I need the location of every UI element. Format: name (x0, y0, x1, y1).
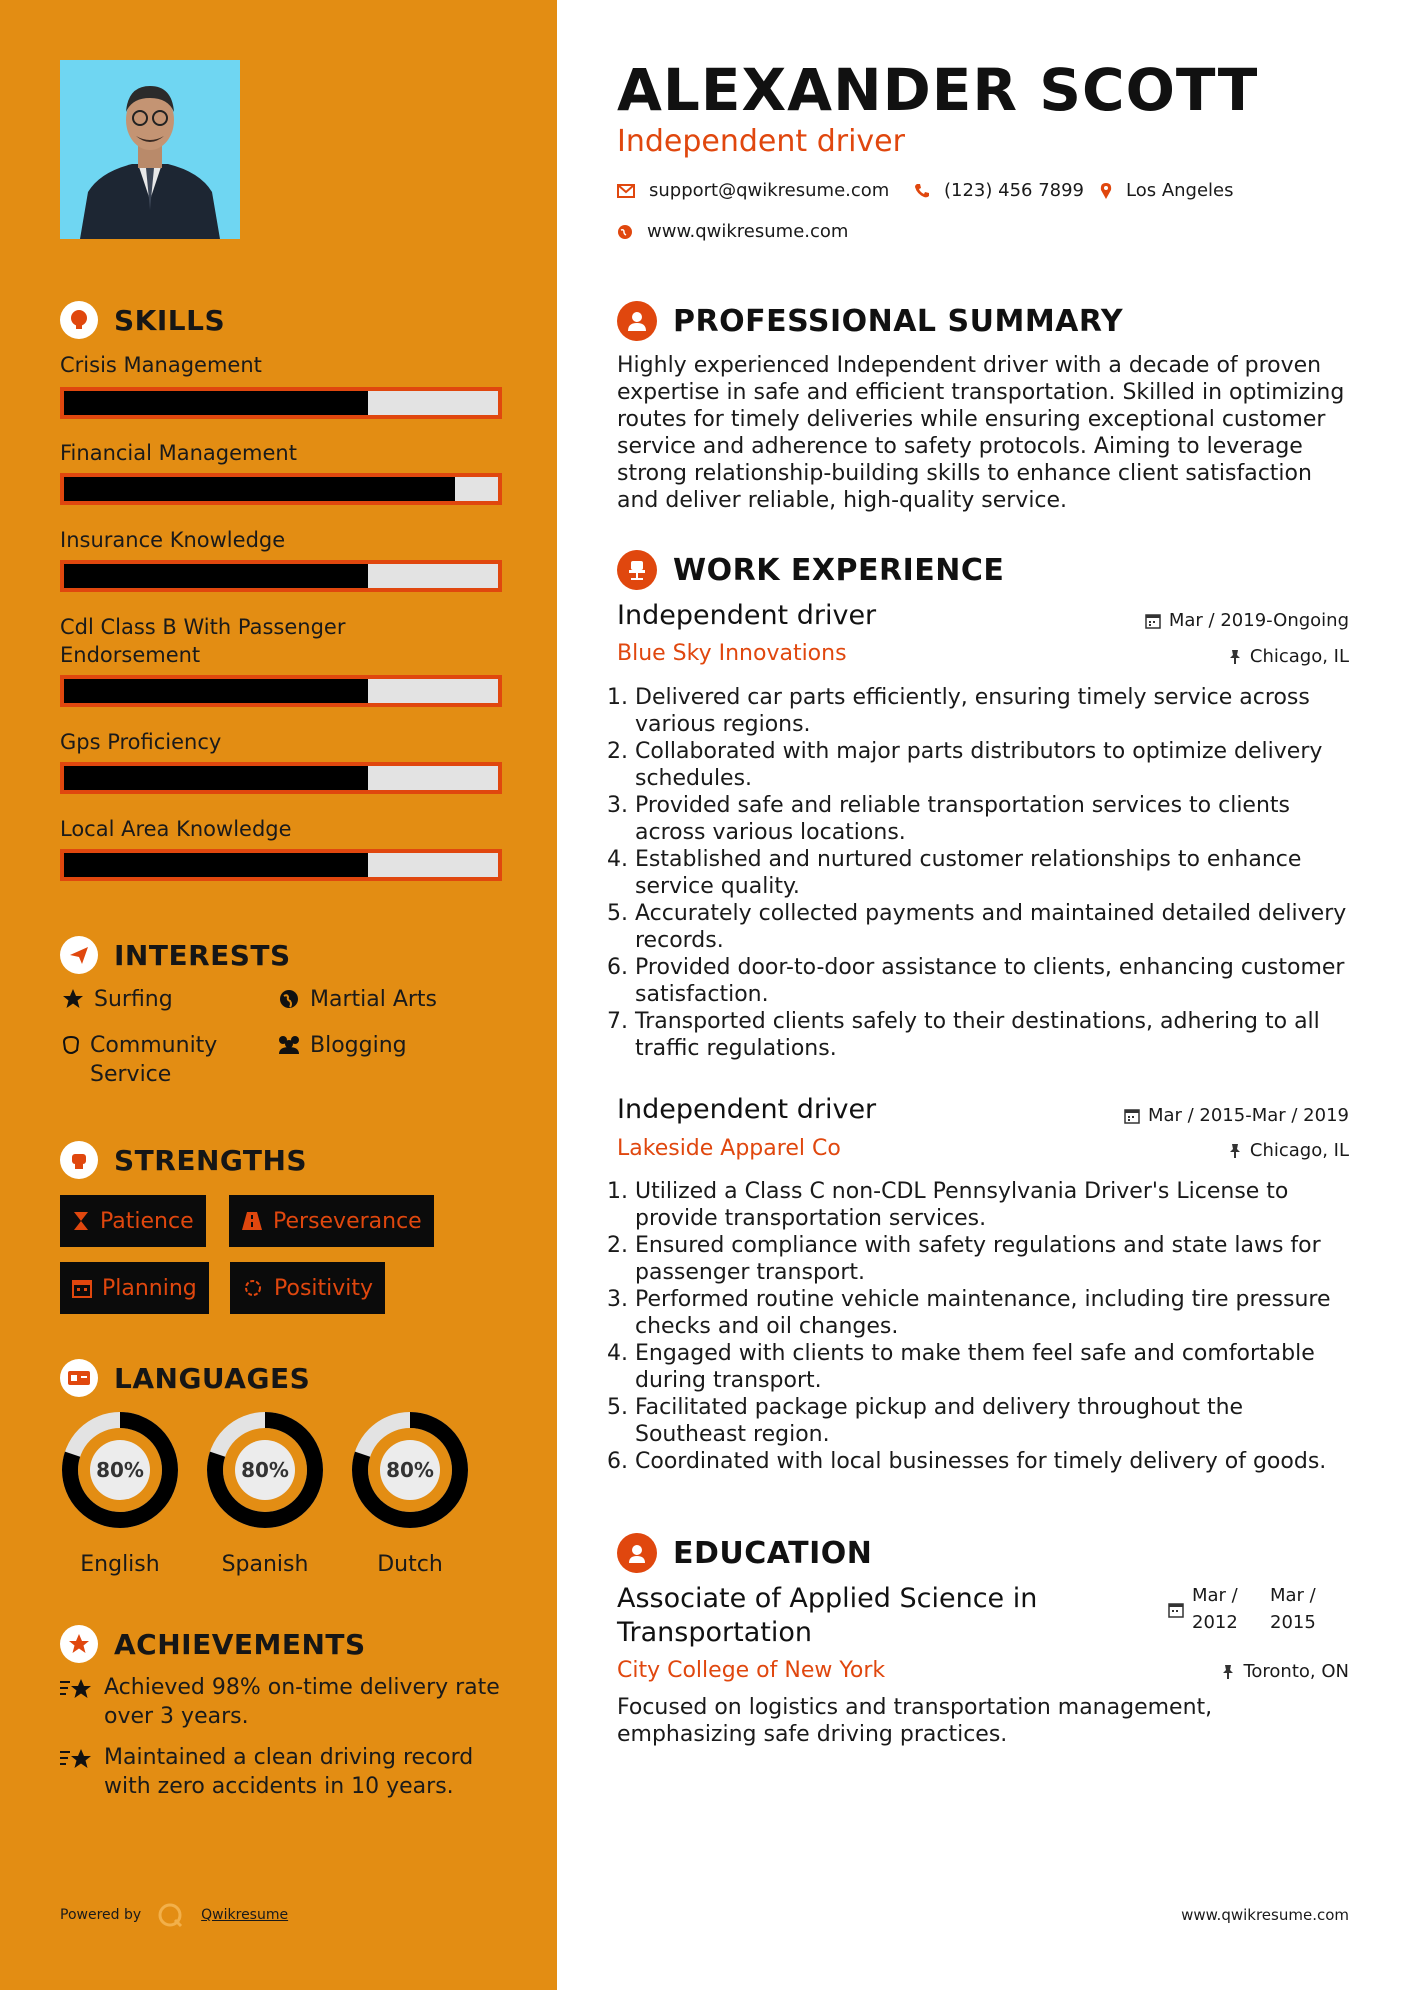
achievements-title: ACHIEVEMENTS (114, 1627, 366, 1661)
achievement-text: Achieved 98% on-time delivery rate over 3 years. (104, 1675, 500, 1729)
language-percent: 80% (380, 1440, 440, 1500)
interest-item (276, 985, 486, 1014)
strength-label: Patience (100, 1208, 194, 1234)
summary-heading (617, 301, 1123, 341)
graduate-icon (617, 1533, 657, 1573)
education-location-text: Toronto, ON (1243, 1661, 1349, 1682)
job-bullet: 3. Performed routine vehicle maintenance, including tire pressure checks and oil changes. (635, 1286, 1347, 1340)
job-dates-text: Mar / 2015-Mar / 2019 (1147, 1105, 1349, 1126)
achievements-heading (60, 1625, 366, 1663)
hourglass-icon (72, 1210, 90, 1232)
job-bullet: 7. Transported clients safely to their destinations, adhering to all traffic regulations. (635, 1008, 1347, 1062)
location-text: Los Angeles (1126, 180, 1234, 201)
road-icon (241, 1211, 263, 1231)
job-bullet: 5. Accurately collected payments and maintained detailed delivery records. (635, 900, 1347, 954)
skill-bar (60, 560, 502, 592)
job-location-text: Chicago, IL (1249, 1140, 1349, 1161)
skill-label: Crisis Management (60, 353, 262, 377)
language-item (350, 1410, 470, 1577)
job-title: Independent driver (617, 1094, 877, 1125)
skill-label: Cdl Class B With Passenger Endorsement (60, 615, 346, 667)
job-bullet: 4. Engaged with clients to make them feel safe and comfortable during transport. (635, 1340, 1347, 1394)
summary-title: PROFESSIONAL SUMMARY (673, 303, 1124, 339)
skill-label: Insurance Knowledge (60, 528, 286, 552)
job-bullet: 1. Delivered car parts efficiently, ensuring timely service across various regions. (635, 684, 1347, 738)
translate-icon (60, 1359, 98, 1397)
strength-tag (229, 1195, 434, 1247)
contact-website (617, 221, 848, 242)
interest-item (276, 1031, 486, 1060)
strength-tag (230, 1262, 385, 1314)
skills-heading (60, 301, 225, 339)
job-bullet: 2. Collaborated with major parts distributors to optimize delivery schedules. (635, 738, 1347, 792)
skill-bar (60, 387, 502, 419)
education-start: Mar / 2012 (1192, 1585, 1238, 1633)
email-text[interactable]: support@qwikresume.com (649, 180, 890, 201)
job-dates (1124, 1105, 1349, 1126)
contact-phone (914, 180, 1084, 201)
job-bullet: 3. Provided safe and reliable transportation services to clients across various locations. (635, 792, 1347, 846)
experience-title: WORK EXPERIENCE (673, 552, 1005, 588)
job-bullets (617, 684, 1347, 1062)
interest-label: Blogging (310, 1033, 407, 1058)
strength-tag (60, 1195, 206, 1247)
language-item (60, 1410, 180, 1577)
qwikresume-link[interactable]: Qwikresume (201, 1907, 289, 1923)
strengths-title: STRENGTHS (114, 1143, 308, 1177)
contact-location (1100, 180, 1234, 201)
interests-title: INTERESTS (114, 938, 291, 972)
job-bullet: 5. Facilitated package pickup and delivery throughout the Southeast region. (635, 1394, 1347, 1448)
fist-icon (60, 1141, 98, 1179)
education-dates (1168, 1582, 1340, 1636)
phone-icon (914, 183, 930, 199)
language-percent: 80% (90, 1440, 150, 1500)
skill-bar-fill (64, 564, 368, 588)
skill-label: Gps Proficiency (60, 730, 222, 754)
award-icon (60, 1625, 98, 1663)
job-bullet: 6. Coordinated with local businesses for timely delivery of goods. (635, 1448, 1347, 1475)
star-icon (60, 985, 86, 1010)
star-list-icon (60, 1743, 94, 1779)
education-heading (617, 1533, 872, 1573)
skill-bar (60, 849, 502, 881)
skill-item (60, 728, 500, 756)
office-chair-icon (617, 550, 657, 590)
skill-label: Local Area Knowledge (60, 817, 292, 841)
achievement-item (60, 1743, 500, 1801)
pushpin-icon (1221, 1664, 1235, 1680)
language-ring (60, 1410, 180, 1530)
skill-bar (60, 473, 502, 505)
skill-item (60, 439, 500, 467)
education-school: City College of New York (617, 1658, 886, 1683)
strength-label: Planning (102, 1275, 197, 1301)
skill-item (60, 351, 500, 379)
map-marker-icon (1100, 182, 1112, 200)
job-bullet: 6. Provided door-to-door assistance to clients, enhancing customer satisfaction. (635, 954, 1347, 1008)
job-bullet: 1. Utilized a Class C non-CDL Pennsylvania Driver's License to provide transportation services. (635, 1178, 1347, 1232)
calendar-icon (1145, 613, 1161, 629)
job-dates-text: Mar / 2019-Ongoing (1168, 610, 1349, 631)
language-name: Dutch (377, 1552, 443, 1577)
job-location (1228, 1140, 1349, 1161)
language-name: Spanish (221, 1552, 309, 1577)
achievement-item (60, 1673, 500, 1731)
pushpin-icon (1228, 1143, 1242, 1159)
website-text[interactable]: www.qwikresume.com (647, 221, 849, 242)
interest-label: Surfing (94, 987, 173, 1012)
candidate-name: ALEXANDER SCOTT (617, 56, 1259, 124)
sidebar (0, 0, 557, 1990)
lightbulb-icon (60, 301, 98, 339)
interest-label: Community Service (90, 1033, 218, 1087)
skill-item (60, 526, 500, 554)
education-location (1221, 1661, 1349, 1682)
globe-icon (617, 224, 633, 240)
skill-bar-fill (64, 391, 368, 415)
interest-item (60, 985, 270, 1014)
strength-label: Positivity (274, 1275, 374, 1301)
interest-item (60, 1031, 240, 1089)
job-bullet: 2. Ensured compliance with safety regulations and state laws for passenger transport. (635, 1232, 1347, 1286)
education-title: EDUCATION (673, 1535, 873, 1571)
job-company: Blue Sky Innovations (617, 641, 847, 666)
envelope-icon (617, 184, 635, 198)
language-name: English (80, 1552, 160, 1577)
language-ring (350, 1410, 470, 1530)
candidate-role: Independent driver (617, 124, 905, 159)
education-end: Mar / 2015 (1270, 1585, 1316, 1633)
skills-title: SKILLS (114, 303, 226, 337)
skill-item (60, 613, 420, 669)
skill-bar (60, 675, 502, 707)
phone-text: (123) 456 7899 (944, 180, 1085, 201)
users-icon (276, 1031, 302, 1056)
paper-plane-icon (60, 936, 98, 974)
skill-label: Financial Management (60, 441, 297, 465)
job-bullets (617, 1178, 1347, 1475)
job-location (1228, 646, 1349, 667)
languages-heading (60, 1359, 310, 1397)
contact-email (617, 180, 889, 201)
skill-bar-fill (64, 766, 368, 790)
calendar-icon (1124, 1108, 1140, 1124)
summary-text: Highly experienced Independent driver with a decade of proven expertise in safe and efficient transportation. Skilled in optimizing routes for timely deliveries while ensuring exceptional customer service and adherence to safety protocols. Aiming to leverage strong relationship-building skills to enhance client satisfaction and deliver reliable, high-quality service. (617, 353, 1345, 513)
languages-title: LANGUAGES (114, 1361, 311, 1395)
strength-label: Perseverance (273, 1208, 422, 1234)
strengths-heading (60, 1141, 307, 1179)
skill-bar-fill (64, 679, 368, 703)
education-degree: Associate of Applied Science in Transportation (617, 1583, 1038, 1648)
experience-heading (617, 550, 1004, 590)
calendar-icon (72, 1278, 92, 1298)
calendar-icon (1168, 1602, 1184, 1618)
interest-label: Martial Arts (310, 987, 438, 1012)
skill-bar (60, 762, 502, 794)
job-company: Lakeside Apparel Co (617, 1136, 841, 1161)
interests-heading (60, 936, 291, 974)
profile-photo (60, 60, 240, 239)
user-icon (617, 301, 657, 341)
language-percent: 80% (235, 1440, 295, 1500)
language-item (205, 1410, 325, 1577)
globe-icon (276, 985, 302, 1010)
strength-tag (60, 1262, 209, 1314)
job-title: Independent driver (617, 600, 877, 631)
job-bullet: 4. Established and nurtured customer relationships to enhance service quality. (635, 846, 1347, 900)
education-description: Focused on logistics and transportation management, emphasizing safe driving practices. (617, 1695, 1213, 1747)
job-location-text: Chicago, IL (1249, 646, 1349, 667)
qwikresume-logo-icon (157, 1902, 183, 1928)
star-list-icon (60, 1673, 94, 1709)
skill-item (60, 815, 500, 843)
powered-by-label: Powered by (60, 1907, 142, 1923)
sun-icon (242, 1277, 264, 1299)
skill-bar-fill (64, 853, 368, 877)
achievement-text: Maintained a clean driving record with zero accidents in 10 years. (104, 1745, 474, 1799)
pushpin-icon (1228, 649, 1242, 665)
powered-by (60, 1902, 288, 1928)
hand-icon (60, 1031, 82, 1056)
job-dates (1145, 610, 1349, 631)
language-ring (205, 1410, 325, 1530)
footer-url[interactable]: www.qwikresume.com (1181, 1906, 1349, 1924)
skill-bar-fill (64, 477, 455, 501)
